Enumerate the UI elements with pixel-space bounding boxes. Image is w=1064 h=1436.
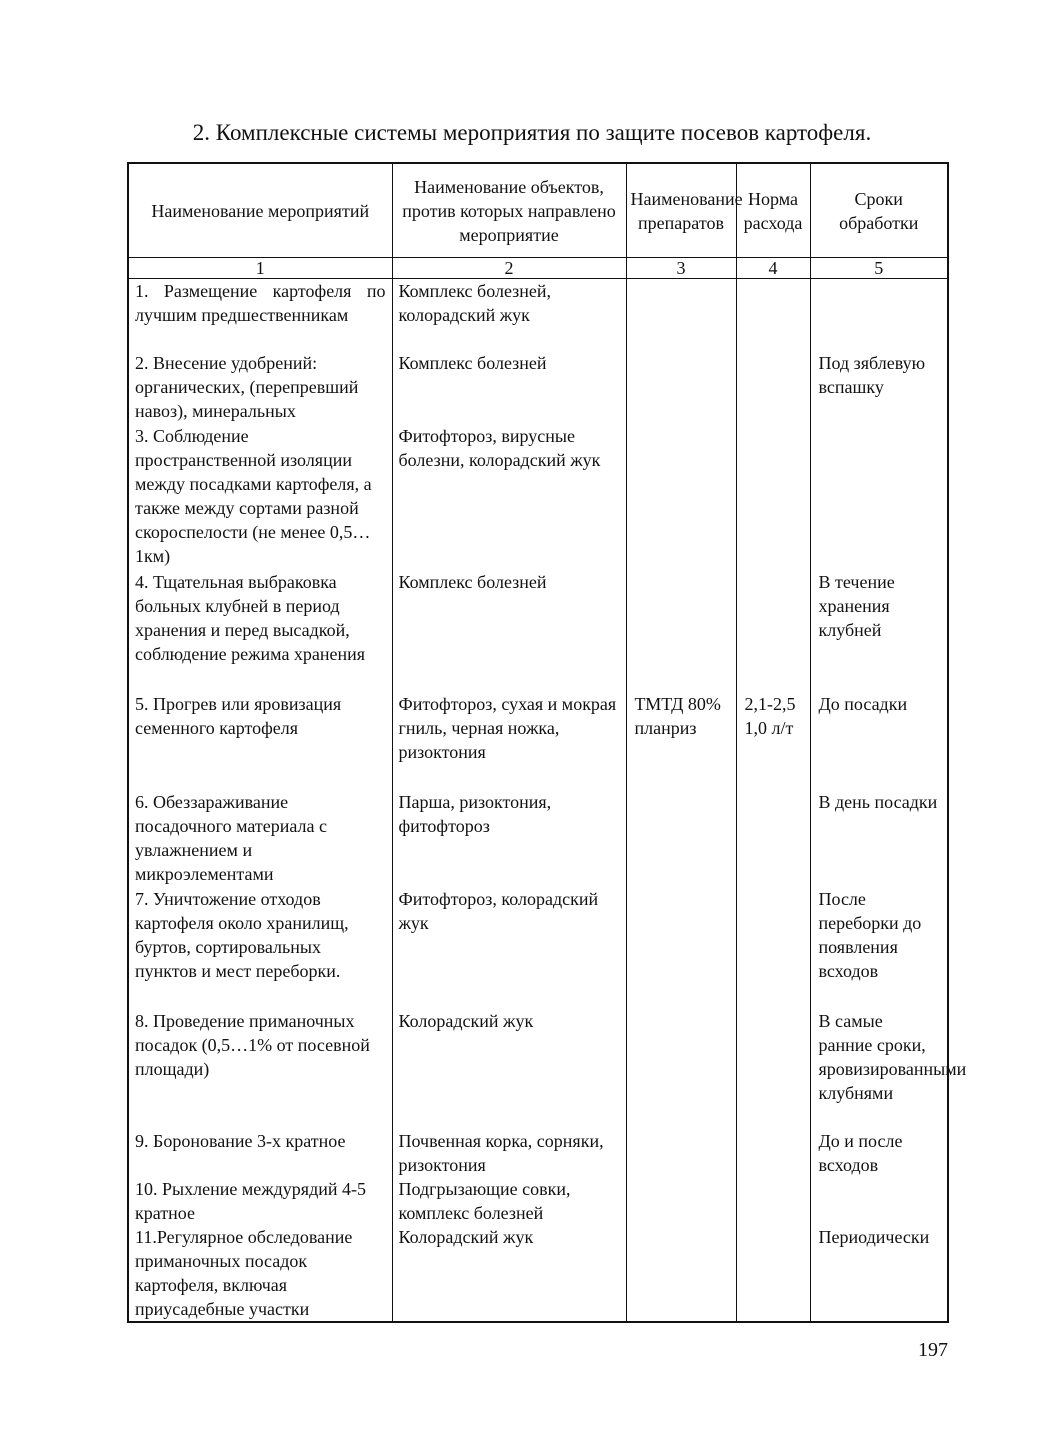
rate-cell [736,790,810,887]
measure-cell: 2. Внесение удобрений: органических, (перепревший навоз), минеральных [128,351,392,424]
table-row [128,692,948,790]
table-row [128,278,948,351]
preparation-cell [626,1225,736,1322]
table-row [128,1177,948,1225]
preparation-cell [626,1177,736,1225]
header-row [128,163,948,257]
preparation-cell: ТМТД 80% планриз [626,692,736,790]
target-cell: Комплекс болезней, колорадский жук [392,278,626,351]
timing-cell: В день посадки [810,790,948,887]
measures-table-container [127,162,967,1323]
measure-cell: 6. Обеззараживание посадочного материала с увлажнением и микроэлементами [128,790,392,887]
target-cell: Комплекс болезней [392,351,626,424]
target-cell: Фитофтороз, вирусные болезни, колорадский жук [392,424,626,570]
preparation-cell [626,351,736,424]
measure-cell: 9. Боронование 3-х кратное [128,1129,392,1177]
measures-table [127,162,967,1323]
rate-cell [736,570,810,692]
rate-cell [736,1009,810,1129]
target-cell: Фитофтороз, колорадский жук [392,887,626,1009]
target-cell: Фитофтороз, сухая и мокрая гниль, черная ножка, ризоктония [392,692,626,790]
timing-cell: До посадки [810,692,948,790]
rate-cell [736,278,810,351]
timing-cell: В самые ранние сроки, яровизированными клубнями [810,1009,948,1129]
rate-cell [736,351,810,424]
measure-cell: 7. Уничтожение отходов картофеля около хранилищ, буртов, сортировальных пунктов и мест переборки. [128,887,392,1009]
table-row [128,570,948,692]
rate-cell [736,424,810,570]
rate-cell [736,1129,810,1177]
column-number: 5 [810,257,948,278]
measure-cell: 3. Соблюдение пространственной изоляции между посадками картофеля, а также между сортами разной скороспелости (не менее 0,5…1км) [128,424,392,570]
table-row [128,887,948,1009]
table-row [128,1009,948,1129]
timing-cell: До и после всходов [810,1129,948,1177]
table-row [128,1129,948,1177]
timing-cell: Периодически [810,1225,948,1322]
preparation-cell [626,1129,736,1177]
rate-cell: 2,1-2,5 1,0 л/т [736,692,810,790]
measure-cell: 10. Рыхление междурядий 4-5 кратное [128,1177,392,1225]
table-row [128,1225,948,1322]
column-number: 2 [392,257,626,278]
target-cell: Парша, ризоктония, фитофтороз [392,790,626,887]
target-cell: Подгрызающие совки, комплекс болезней [392,1177,626,1225]
table-row [128,424,948,570]
header-cell-measures: Наименование мероприятий [128,163,392,257]
measure-cell: 8. Проведение приманочных посадок (0,5…1% от посевной площади) [128,1009,392,1129]
timing-cell: Под зяблевую вспашку [810,351,948,424]
measure-cell: 11.Регулярное обследование приманочных посадок картофеля, включая приусадебные участки [128,1225,392,1322]
preparation-cell [626,887,736,1009]
page-title: 2. Комплексные системы мероприятия по защите посевов картофеля. [192,120,872,145]
preparation-cell [626,790,736,887]
column-number: 4 [736,257,810,278]
rate-cell [736,1177,810,1225]
target-cell: Почвенная корка, сорняки, ризоктония [392,1129,626,1177]
rate-cell [736,887,810,1009]
column-number: 1 [128,257,392,278]
header-cell-targets: Наименование объектов, против которых направлено мероприятие [392,163,626,257]
timing-cell [810,1177,948,1225]
header-cell-rate: Норма расхода [736,163,810,257]
preparation-cell [626,570,736,692]
column-number: 3 [626,257,736,278]
header-cell-preparations: Наименование препаратов [626,163,736,257]
measure-cell: 1. Размещение картофеля по лучшим предшественникам [128,278,392,351]
rate-cell [736,1225,810,1322]
timing-cell [810,424,948,570]
timing-cell: После переборки до появления всходов [810,887,948,1009]
measure-cell: 4. Тщательная выбраковка больных клубней в период хранения и перед высадкой, соблюдение режима хранения [128,570,392,692]
measure-cell: 5. Прогрев или яровизация семенного картофеля [128,692,392,790]
preparation-cell [626,278,736,351]
timing-cell: В течение хранения клубней [810,570,948,692]
table-row [128,351,948,424]
preparation-cell [626,424,736,570]
timing-cell [810,278,948,351]
target-cell: Комплекс болезней [392,570,626,692]
preparation-cell [626,1009,736,1129]
header-cell-timing: Сроки обработки [810,163,948,257]
table-row [128,790,948,887]
target-cell: Колорадский жук [392,1009,626,1129]
page-number: 197 [918,1339,948,1361]
column-number-row [128,257,948,278]
target-cell: Колорадский жук [392,1225,626,1322]
